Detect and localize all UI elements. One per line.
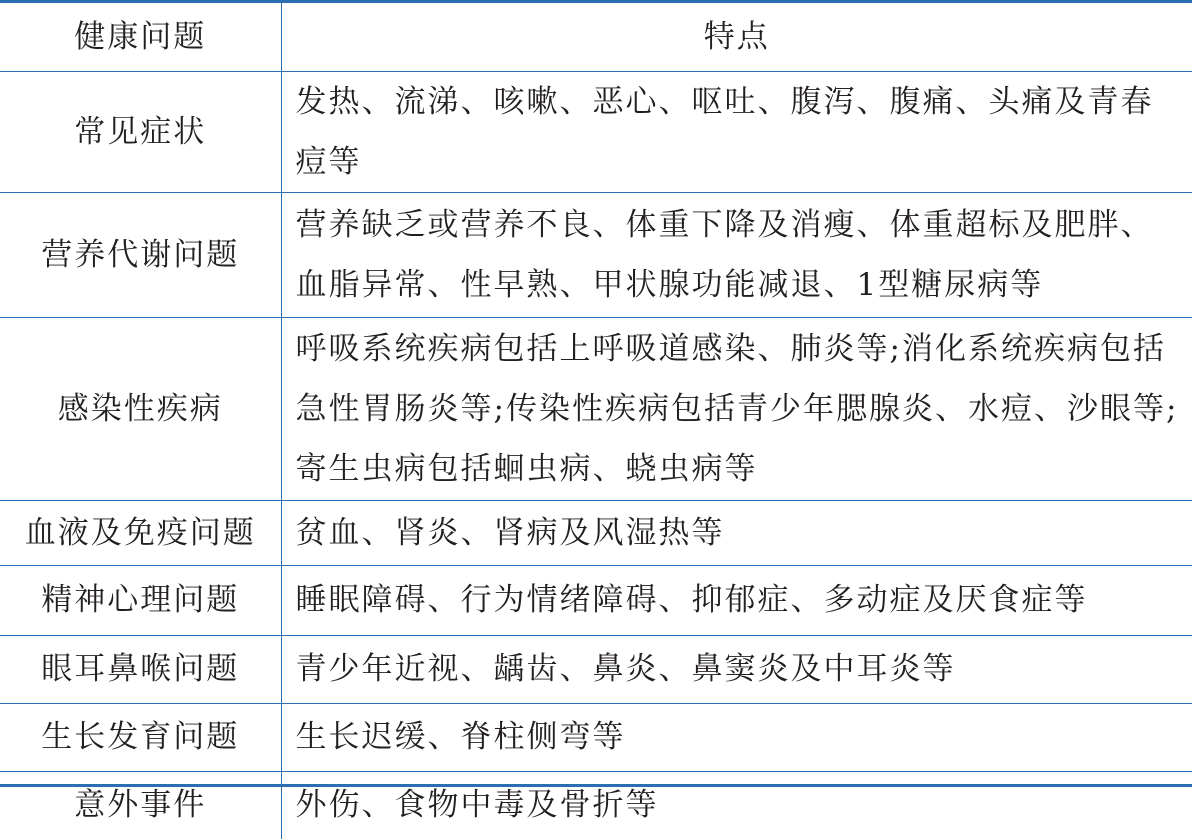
problem-cell: 意外事件	[0, 771, 281, 839]
feature-cell: 睡眠障碍、行为情绪障碍、抑郁症、多动症及厌食症等	[281, 565, 1192, 635]
table-header-row	[0, 3, 1192, 71]
problem-cell: 感染性疾病	[0, 317, 281, 500]
problem-cell: 常见症状	[0, 71, 281, 192]
problem-cell: 精神心理问题	[0, 565, 281, 635]
health-problems-table	[0, 3, 1192, 839]
feature-cell: 外伤、食物中毒及骨折等	[295, 787, 659, 824]
feature-cell: 生长迟缓、脊柱侧弯等	[281, 703, 1192, 771]
problem-cell: 血液及免疫问题	[0, 500, 281, 565]
problem-cell: 眼耳鼻喉问题	[0, 635, 281, 703]
table-row	[0, 565, 1192, 635]
table-row	[0, 192, 1192, 317]
feature-cell: 青少年近视、龋齿、鼻炎、鼻窦炎及中耳炎等	[281, 635, 1192, 703]
feature-cell: 营养缺乏或营养不良、体重下降及消瘦、体重超标及肥胖、血脂异常、性早熟、甲状腺功能减退、1型糖尿病等	[281, 192, 1192, 317]
feature-cell: 发热、流涕、咳嗽、恶心、呕吐、腹泻、腹痛、头痛及青春痘等	[281, 71, 1192, 192]
feature-cell: 贫血、肾炎、肾病及风湿热等	[281, 500, 1192, 565]
header-health-problem: 健康问题	[0, 3, 281, 71]
table-row	[0, 635, 1192, 703]
table-row	[0, 317, 1192, 500]
problem-cell: 营养代谢问题	[0, 192, 281, 317]
table-row	[0, 71, 1192, 192]
table-row	[0, 703, 1192, 771]
header-features: 特点	[281, 3, 1192, 71]
feature-cell: 呼吸系统疾病包括上呼吸道感染、肺炎等;消化系统疾病包括急性胃肠炎等;传染性疾病包括青少年腮腺炎、水痘、沙眼等;寄生虫病包括蛔虫病、蛲虫病等	[281, 317, 1192, 500]
table-row	[0, 771, 1192, 839]
table-row	[0, 500, 1192, 565]
problem-cell: 生长发育问题	[0, 703, 281, 771]
